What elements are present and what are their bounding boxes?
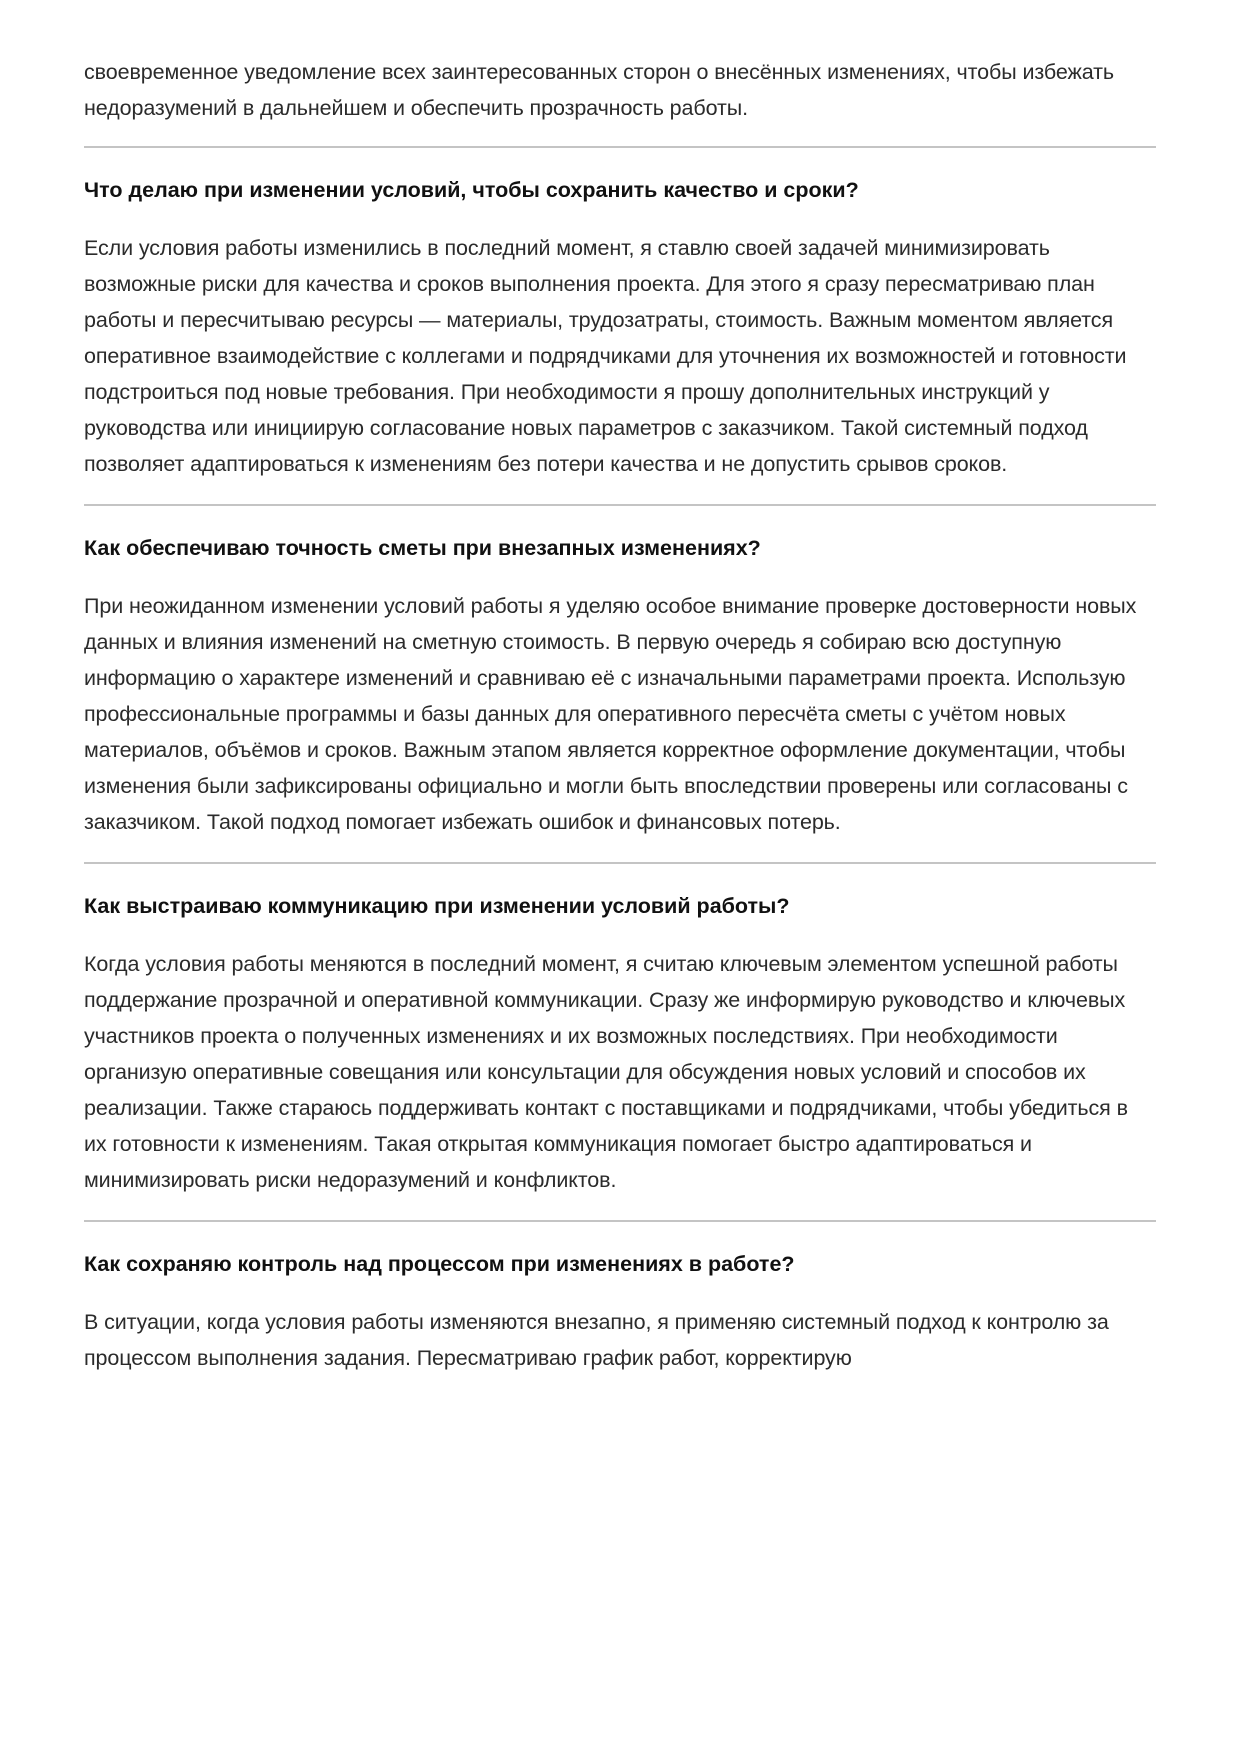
section-divider — [84, 862, 1156, 864]
intro-paragraph-tail: своевременное уведомление всех заинтересованных сторон о внесённых изменениях, чтобы избежать недоразумений в дальнейшем и обеспечить прозрачность работы. — [84, 60, 1114, 120]
section-body: Если условия работы изменились в последний момент, я ставлю своей задачей минимизировать возможные риски для качества и сроков выполнения проекта. Для этого я сразу пересматриваю план работы и пересчитываю ресурсы — материалы, трудозатраты, стоимость. Важным моментом является оперативное взаимодействие с коллегами и подрядчиками для уточнения их возможностей и готовности подстроиться под новые требования. При необходимости я прошу дополнительных инструкций у руководства или инициирую согласование новых параметров с заказчиком. Такой системный подход позволяет адаптироваться к изменениям без потери качества и не допустить срывов сроков. — [84, 236, 1127, 476]
section-communication — [84, 888, 1156, 1198]
section-body: При неожиданном изменении условий работы я уделяю особое внимание проверке достоверности новых данных и влияния изменений на сметную стоимость. В первую очередь я собираю всю доступную информацию о характере изменений и сравниваю её с изначальными параметрами проекта. Использую профессиональные программы и базы данных для оперативного пересчёта сметы с учётом новых материалов, объёмов и сроков. Важным этапом является корректное оформление документации, чтобы изменения были зафиксированы официально и могли быть впоследствии проверены или согласованы с заказчиком. Такой подход помогает избежать ошибок и финансовых потерь. — [84, 594, 1137, 834]
section-divider — [84, 146, 1156, 148]
section-body: В ситуации, когда условия работы изменяются внезапно, я применяю системный подход к контролю за процессом выполнения задания. Пересматриваю график работ, корректирую — [84, 1310, 1109, 1370]
document-page — [84, 54, 1156, 1376]
section-heading: Как выстраиваю коммуникацию при изменении условий работы? — [84, 894, 790, 918]
section-quality-deadlines — [84, 172, 1156, 482]
section-heading: Как обеспечиваю точность сметы при внезапных изменениях? — [84, 536, 761, 560]
section-body: Когда условия работы меняются в последний момент, я считаю ключевым элементом успешной работы поддержание прозрачной и оперативной коммуникации. Сразу же информирую руководство и ключевых участников проекта о полученных изменениях и их возможных последствиях. При необходимости организую оперативные совещания или консультации для обсуждения новых условий и способов их реализации. Также стараюсь поддерживать контакт с поставщиками и подрядчиками, чтобы убедиться в их готовности к изменениям. Такая открытая коммуникация помогает быстро адаптироваться и минимизировать риски недоразумений и конфликтов. — [84, 952, 1128, 1192]
section-heading: Как сохраняю контроль над процессом при изменениях в работе? — [84, 1252, 795, 1276]
section-process-control — [84, 1246, 1156, 1376]
section-divider — [84, 1220, 1156, 1222]
section-divider — [84, 504, 1156, 506]
section-heading: Что делаю при изменении условий, чтобы сохранить качество и сроки? — [84, 178, 859, 202]
section-estimate-accuracy — [84, 530, 1156, 840]
